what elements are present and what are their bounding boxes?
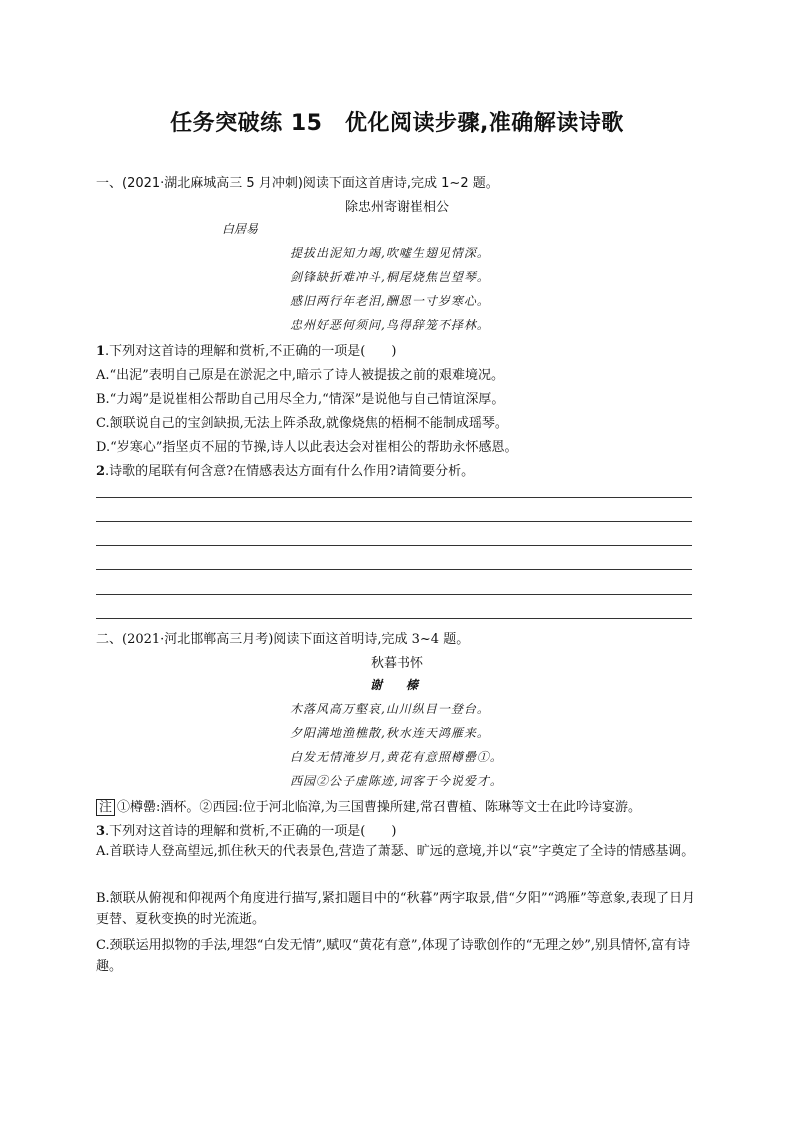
question-stem: .下列对这首诗的理解和赏析,不正确的一项是( )	[105, 344, 397, 359]
question-3	[96, 820, 396, 839]
poem1-line: 剑锋缺折难冲斗,桐尾烧焦岂望琴。	[290, 270, 490, 284]
question-stem: .下列对这首诗的理解和赏析,不正确的一项是( )	[105, 824, 397, 839]
poem2-line: 西园②公子虚陈迹,词客于今说爱才。	[290, 774, 503, 788]
question-number: 2	[96, 464, 106, 479]
poem1-line: 提拔出泥知力竭,吹嘘生翅见情深。	[290, 246, 490, 260]
section2-heading: 二、(2021·河北邯郸高三月考)阅读下面这首明诗,完成 3~4 题。	[96, 632, 470, 647]
answer-line[interactable]	[96, 545, 692, 546]
option-c: C.颔联说自己的宝剑缺损,无法上阵杀敌,就像烧焦的梧桐不能制成瑶琴。	[96, 416, 508, 431]
answer-line[interactable]	[96, 521, 692, 522]
option-c: C.颈联运用拟物的手法,埋怨“白发无情”,赋叹“黄花有意”,体现了诗歌创作的“无理之妙”,别具情怀,富有诗趣。	[96, 938, 691, 974]
note-label: 注	[96, 799, 115, 816]
question-1	[96, 340, 396, 359]
question-stem: .诗歌的尾联有何含意?在情感表达方面有什么作用?请简要分析。	[105, 464, 475, 479]
poem2-line: 夕阳满地渔樵散,秋水连天鸿雁来。	[290, 726, 490, 740]
question-number: 1	[96, 344, 106, 359]
poem2-author: 谢 榛	[369, 678, 424, 692]
page-title: 任务突破练 15 优化阅读步骤,准确解读诗歌	[170, 111, 624, 136]
poem2-line: 木落风高万壑哀,山川纵目一登台。	[290, 702, 490, 716]
answer-line[interactable]	[96, 497, 692, 498]
answer-line[interactable]	[96, 594, 692, 595]
option-a: A.“出泥”表明自己原是在淤泥之中,暗示了诗人被提拔之前的艰难境况。	[96, 368, 504, 383]
question-2	[96, 460, 474, 479]
annotation	[96, 796, 641, 816]
section1-heading: 一、(2021·湖北麻城高三 5 月冲刺)阅读下面这首唐诗,完成 1~2 题。	[96, 176, 499, 191]
option-b: B.“力竭”是说崔相公帮助自己用尽全力,“情深”是说他与自己情谊深厚。	[96, 392, 505, 407]
poem1-line: 感旧两行年老泪,酬恩一寸岁寒心。	[290, 294, 490, 308]
option-d: D.“岁寒心”指坚贞不屈的节操,诗人以此表达会对崔相公的帮助永怀感恩。	[96, 440, 518, 455]
option-b: B.颔联从俯视和仰视两个角度进行描写,紧扣题目中的“秋暮”两字取景,借“夕阳”“鸿雁”等意象,表现了日月更替、夏秋变换的时光流逝。	[96, 891, 695, 927]
answer-line[interactable]	[96, 569, 692, 570]
poem1-title: 除忠州寄谢崔相公	[344, 200, 449, 215]
poem1-author: 白居易	[222, 222, 259, 236]
note-text: ①樽罍:酒杯。②西园:位于河北临漳,为三国曹操所建,常召曹植、陈琳等文士在此吟诗宴游。	[117, 800, 642, 815]
answer-line[interactable]	[96, 618, 692, 619]
poem2-line: 白发无情淹岁月,黄花有意照樽罍①。	[290, 750, 503, 764]
question-number: 3	[96, 824, 106, 839]
option-a: A.首联诗人登高望远,抓住秋天的代表景色,营造了萧瑟、旷远的意境,并以“哀”字奠定了全诗的情感基调。	[96, 844, 695, 859]
poem2-title: 秋暮书怀	[370, 656, 423, 671]
poem1-line: 忠州好恶何须问,鸟得辞笼不择林。	[290, 318, 490, 332]
